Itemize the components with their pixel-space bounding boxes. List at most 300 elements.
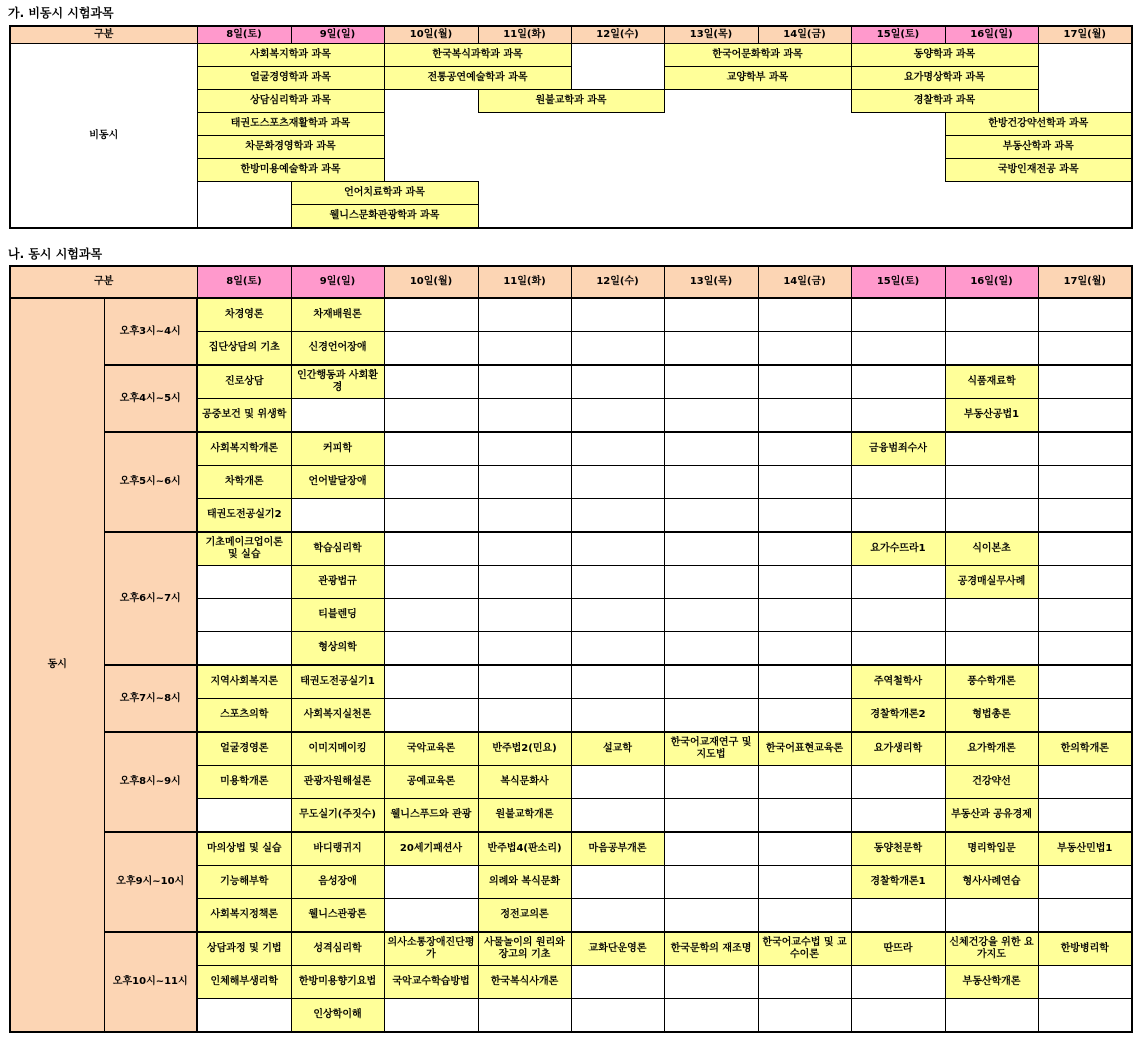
table-row: [10, 832, 1132, 866]
exam-subject-cell: 원불교학과 과목: [478, 90, 664, 113]
empty-cell: [758, 332, 851, 366]
exam-subject-cell: 형법총론: [945, 699, 1038, 733]
exam-subject-cell: 언어치료학과 과목: [291, 182, 478, 205]
empty-cell: [571, 699, 664, 733]
empty-cell: [571, 499, 664, 533]
exam-subject-cell: 반주법2(민요): [478, 732, 571, 766]
exam-subject-cell: 의례와 복식문화: [478, 866, 571, 899]
day-header: 11일(화): [478, 266, 571, 298]
day-header: 10일(월): [384, 266, 478, 298]
empty-cell: [664, 899, 758, 933]
empty-cell: [384, 159, 945, 182]
day-header: 11일(화): [478, 26, 571, 44]
empty-cell: [851, 899, 945, 933]
empty-cell: [664, 832, 758, 866]
empty-cell: [664, 799, 758, 833]
exam-subject-cell: 이미지메이킹: [291, 732, 384, 766]
exam-subject-cell: 국악교수학습방법: [384, 966, 478, 999]
empty-cell: [478, 298, 571, 332]
empty-cell: [851, 466, 945, 499]
table-row: [10, 365, 1132, 399]
exam-subject-cell: 마의상법 및 실습: [197, 832, 291, 866]
empty-cell: [664, 298, 758, 332]
exam-subject-cell: 주역철학사: [851, 665, 945, 699]
empty-cell: [478, 999, 571, 1033]
exam-subject-cell: 20세기패션사: [384, 832, 478, 866]
time-slot-label: 오후5시~6시: [104, 432, 197, 532]
day-header: 12일(수): [571, 266, 664, 298]
exam-subject-cell: 한국어표현교육론: [758, 732, 851, 766]
exam-subject-cell: 국방인재전공 과목: [945, 159, 1132, 182]
exam-subject-cell: 태권도스포츠재활학과 과목: [197, 113, 384, 136]
empty-cell: [664, 632, 758, 666]
exam-subject-cell: 식이본초: [945, 532, 1038, 566]
empty-cell: [384, 332, 478, 366]
exam-subject-cell: 미용학개론: [197, 766, 291, 799]
empty-cell: [758, 298, 851, 332]
empty-cell: [571, 966, 664, 999]
exam-subject-cell: 정전교의론: [478, 899, 571, 933]
exam-subject-cell: 국악교육론: [384, 732, 478, 766]
empty-cell: [664, 599, 758, 632]
empty-cell: [1038, 332, 1132, 366]
empty-cell: [758, 766, 851, 799]
empty-cell: [1038, 999, 1132, 1033]
day-header: 10일(월): [384, 26, 478, 44]
exam-subject-cell: 한국어교수법 및 교수이론: [758, 932, 851, 966]
exam-subject-cell: 건강약선: [945, 766, 1038, 799]
empty-cell: [197, 182, 291, 205]
exam-subject-cell: 형사사례연습: [945, 866, 1038, 899]
empty-cell: [851, 966, 945, 999]
empty-cell: [571, 332, 664, 366]
exam-subject-cell: 요가수뜨라1: [851, 532, 945, 566]
empty-cell: [1038, 899, 1132, 933]
day-header: 9일(일): [291, 26, 384, 44]
empty-cell: [478, 499, 571, 533]
empty-cell: [758, 599, 851, 632]
empty-cell: [664, 566, 758, 599]
empty-cell: [851, 766, 945, 799]
exam-subject-cell: 공예교육론: [384, 766, 478, 799]
empty-cell: [197, 799, 291, 833]
exam-subject-cell: 부동산과 공유경제: [945, 799, 1038, 833]
empty-cell: [571, 999, 664, 1033]
empty-cell: [945, 999, 1038, 1033]
empty-cell: [478, 466, 571, 499]
empty-cell: [571, 599, 664, 632]
empty-cell: [478, 182, 1132, 205]
exam-subject-cell: 태권도전공실기1: [291, 665, 384, 699]
empty-cell: [478, 432, 571, 466]
empty-cell: [478, 632, 571, 666]
empty-cell: [758, 399, 851, 433]
empty-cell: [664, 399, 758, 433]
exam-subject-cell: 티블렌딩: [291, 599, 384, 632]
empty-cell: [478, 399, 571, 433]
exam-subject-cell: 복식문화사: [478, 766, 571, 799]
empty-cell: [384, 466, 478, 499]
exam-subject-cell: 부동산민법1: [1038, 832, 1132, 866]
empty-cell: [664, 365, 758, 399]
empty-cell: [384, 365, 478, 399]
empty-cell: [571, 899, 664, 933]
table-row: [10, 665, 1132, 699]
exam-subject-cell: 전통공연예술학과 과목: [384, 67, 571, 90]
empty-cell: [664, 699, 758, 733]
exam-subject-cell: 요가학개론: [945, 732, 1038, 766]
empty-cell: [571, 298, 664, 332]
time-slot-label: 오후7시~8시: [104, 665, 197, 732]
empty-cell: [478, 566, 571, 599]
day-header: 8일(토): [197, 266, 291, 298]
exam-subject-cell: 경찰학개론2: [851, 699, 945, 733]
exam-subject-cell: 한의학개론: [1038, 732, 1132, 766]
exam-subject-cell: 웰니스관광론: [291, 899, 384, 933]
day-header: 13일(목): [664, 266, 758, 298]
empty-cell: [664, 90, 851, 113]
exam-subject-cell: 요가생리학: [851, 732, 945, 766]
empty-cell: [945, 632, 1038, 666]
empty-cell: [664, 665, 758, 699]
day-header: 15일(토): [851, 26, 945, 44]
exam-subject-cell: 공중보건 및 위생학: [197, 399, 291, 433]
exam-subject-cell: 원불교학개론: [478, 799, 571, 833]
empty-cell: [758, 699, 851, 733]
exam-subject-cell: 무도실기(주짓수): [291, 799, 384, 833]
empty-cell: [664, 499, 758, 533]
empty-cell: [291, 399, 384, 433]
empty-cell: [571, 532, 664, 566]
empty-cell: [1038, 699, 1132, 733]
empty-cell: [384, 566, 478, 599]
empty-cell: [758, 566, 851, 599]
day-header: 17일(월): [1038, 266, 1132, 298]
empty-cell: [478, 699, 571, 733]
exam-subject-cell: 차경영론: [197, 298, 291, 332]
table-row: [10, 932, 1132, 966]
empty-cell: [758, 466, 851, 499]
empty-cell: [1038, 466, 1132, 499]
empty-cell: [664, 766, 758, 799]
empty-cell: [758, 899, 851, 933]
empty-cell: [1038, 799, 1132, 833]
empty-cell: [758, 665, 851, 699]
empty-cell: [384, 136, 945, 159]
empty-cell: [851, 999, 945, 1033]
empty-cell: [571, 432, 664, 466]
table-header-row: [10, 266, 1132, 298]
time-slot-label: 오후9시~10시: [104, 832, 197, 932]
empty-cell: [384, 399, 478, 433]
day-header: 14일(금): [758, 266, 851, 298]
empty-cell: [1038, 44, 1132, 67]
empty-cell: [945, 899, 1038, 933]
exam-subject-cell: 상담과정 및 기법: [197, 932, 291, 966]
empty-cell: [664, 532, 758, 566]
day-header: 17일(월): [1038, 26, 1132, 44]
empty-cell: [478, 532, 571, 566]
exam-subject-cell: 한방건강약선학과 과목: [945, 113, 1132, 136]
exam-subject-cell: 커피학: [291, 432, 384, 466]
empty-cell: [758, 832, 851, 866]
exam-subject-cell: 교양학부 과목: [664, 67, 851, 90]
empty-cell: [384, 113, 945, 136]
empty-cell: [1038, 532, 1132, 566]
empty-cell: [1038, 566, 1132, 599]
empty-cell: [384, 699, 478, 733]
exam-subject-cell: 사회복지학과 과목: [197, 44, 384, 67]
exam-subject-cell: 한국복식과학과 과목: [384, 44, 571, 67]
exam-subject-cell: 상담심리학과 과목: [197, 90, 384, 113]
empty-cell: [571, 566, 664, 599]
exam-subject-cell: 성격심리학: [291, 932, 384, 966]
empty-cell: [851, 799, 945, 833]
empty-cell: [478, 365, 571, 399]
table-row: [10, 44, 1132, 67]
empty-cell: [571, 399, 664, 433]
exam-subject-cell: 풍수학개론: [945, 665, 1038, 699]
exam-subject-cell: 차재배원론: [291, 298, 384, 332]
exam-subject-cell: 진로상담: [197, 365, 291, 399]
exam-subject-cell: 한국복식사개론: [478, 966, 571, 999]
empty-cell: [851, 399, 945, 433]
empty-cell: [571, 365, 664, 399]
exam-subject-cell: 공경매실무사례: [945, 566, 1038, 599]
empty-cell: [851, 632, 945, 666]
day-header: 8일(토): [197, 26, 291, 44]
empty-cell: [851, 332, 945, 366]
exam-subject-cell: 학습심리학: [291, 532, 384, 566]
empty-cell: [851, 365, 945, 399]
exam-subject-cell: 음성장애: [291, 866, 384, 899]
empty-cell: [1038, 966, 1132, 999]
exam-subject-cell: 신경언어장애: [291, 332, 384, 366]
exam-subject-cell: 명리학입문: [945, 832, 1038, 866]
empty-cell: [571, 665, 664, 699]
day-header: 16일(일): [945, 266, 1038, 298]
exam-subject-cell: 마음공부개론: [571, 832, 664, 866]
exam-subject-cell: 설교학: [571, 732, 664, 766]
exam-subject-cell: 얼굴경영론: [197, 732, 291, 766]
time-slot-label: 오후6시~7시: [104, 532, 197, 665]
table-row: [10, 298, 1132, 332]
day-header: 15일(토): [851, 266, 945, 298]
empty-cell: [758, 432, 851, 466]
exam-subject-cell: 요가명상학과 과목: [851, 67, 1038, 90]
exam-subject-cell: 사물놀이의 원리와 장고의 기초: [478, 932, 571, 966]
day-header: 13일(목): [664, 26, 758, 44]
exam-subject-cell: 관광자원해설론: [291, 766, 384, 799]
empty-cell: [945, 298, 1038, 332]
exam-subject-cell: 기초메이크업이론 및 실습: [197, 532, 291, 566]
empty-cell: [478, 599, 571, 632]
exam-subject-cell: 바디랭귀지: [291, 832, 384, 866]
empty-cell: [664, 332, 758, 366]
exam-subject-cell: 한국어교재연구 및 지도법: [664, 732, 758, 766]
exam-subject-cell: 부동산학과 과목: [945, 136, 1132, 159]
exam-subject-cell: 인상학이해: [291, 999, 384, 1033]
empty-cell: [384, 432, 478, 466]
empty-cell: [384, 999, 478, 1033]
empty-cell: [1038, 599, 1132, 632]
empty-cell: [571, 632, 664, 666]
empty-cell: [384, 499, 478, 533]
exam-subject-cell: 부동산학개론: [945, 966, 1038, 999]
exam-subject-cell: 경찰학과 과목: [851, 90, 1038, 113]
exam-subject-cell: 관광법규: [291, 566, 384, 599]
exam-subject-cell: 언어발달장애: [291, 466, 384, 499]
empty-cell: [851, 499, 945, 533]
empty-cell: [945, 499, 1038, 533]
table-row: [10, 432, 1132, 466]
exam-subject-cell: 인체해부생리학: [197, 966, 291, 999]
empty-cell: [571, 67, 664, 90]
empty-cell: [571, 766, 664, 799]
empty-cell: [851, 298, 945, 332]
empty-cell: [384, 632, 478, 666]
empty-cell: [758, 966, 851, 999]
empty-cell: [197, 599, 291, 632]
empty-cell: [758, 499, 851, 533]
empty-cell: [197, 205, 291, 229]
empty-cell: [571, 466, 664, 499]
empty-cell: [851, 599, 945, 632]
empty-cell: [478, 205, 1132, 229]
exam-subject-cell: 반주법4(판소리): [478, 832, 571, 866]
empty-cell: [1038, 432, 1132, 466]
exam-subject-cell: 부동산공법1: [945, 399, 1038, 433]
exam-subject-cell: 웰니스문화관광학과 과목: [291, 205, 478, 229]
empty-cell: [664, 966, 758, 999]
category-header: 구분: [10, 266, 197, 298]
empty-cell: [664, 999, 758, 1033]
empty-cell: [1038, 499, 1132, 533]
time-slot-label: 오후4시~5시: [104, 365, 197, 432]
exam-subject-cell: 인간행동과 사회환경: [291, 365, 384, 399]
exam-subject-cell: 한방미용향기요법: [291, 966, 384, 999]
empty-cell: [758, 365, 851, 399]
empty-cell: [384, 532, 478, 566]
day-header: 14일(금): [758, 26, 851, 44]
time-slot-label: 오후10시~11시: [104, 932, 197, 1032]
exam-subject-cell: 사회복지정책론: [197, 899, 291, 933]
table-row: [10, 532, 1132, 566]
empty-cell: [945, 599, 1038, 632]
empty-cell: [945, 432, 1038, 466]
exam-subject-cell: 사회복지학개론: [197, 432, 291, 466]
empty-cell: [571, 799, 664, 833]
category-header: 구분: [10, 26, 197, 44]
row-category-label: 동시: [10, 298, 104, 1032]
table-header-row: [10, 26, 1132, 44]
empty-cell: [384, 90, 478, 113]
empty-cell: [851, 566, 945, 599]
simultaneous-exam-table: [9, 265, 1133, 1033]
empty-cell: [664, 432, 758, 466]
exam-subject-cell: 딴뜨라: [851, 932, 945, 966]
table-row: [10, 732, 1132, 766]
day-header: 12일(수): [571, 26, 664, 44]
exam-subject-cell: 스포츠의학: [197, 699, 291, 733]
time-slot-label: 오후3시~4시: [104, 298, 197, 365]
empty-cell: [945, 466, 1038, 499]
exam-subject-cell: 동양학과 과목: [851, 44, 1038, 67]
empty-cell: [384, 599, 478, 632]
empty-cell: [478, 332, 571, 366]
empty-cell: [384, 899, 478, 933]
empty-cell: [945, 332, 1038, 366]
empty-cell: [197, 999, 291, 1033]
exam-subject-cell: 기능해부학: [197, 866, 291, 899]
empty-cell: [384, 665, 478, 699]
empty-cell: [291, 499, 384, 533]
exam-subject-cell: 차학개론: [197, 466, 291, 499]
row-category-label: 비동시: [10, 44, 197, 229]
exam-subject-cell: 금융범죄수사: [851, 432, 945, 466]
exam-subject-cell: 웰니스푸드와 관광: [384, 799, 478, 833]
empty-cell: [1038, 665, 1132, 699]
empty-cell: [1038, 90, 1132, 113]
exam-subject-cell: 한국문학의 재조명: [664, 932, 758, 966]
exam-subject-cell: 한방미용예술학과 과목: [197, 159, 384, 182]
empty-cell: [197, 632, 291, 666]
exam-subject-cell: 한국어문화학과 과목: [664, 44, 851, 67]
exam-subject-cell: 경찰학개론1: [851, 866, 945, 899]
exam-subject-cell: 동양천문학: [851, 832, 945, 866]
empty-cell: [758, 999, 851, 1033]
empty-cell: [571, 44, 664, 67]
exam-subject-cell: 지역사회복지론: [197, 665, 291, 699]
time-slot-label: 오후8시~9시: [104, 732, 197, 832]
empty-cell: [758, 532, 851, 566]
day-header: 16일(일): [945, 26, 1038, 44]
exam-subject-cell: 신체건강을 위한 요가지도: [945, 932, 1038, 966]
day-header: 9일(일): [291, 266, 384, 298]
empty-cell: [758, 799, 851, 833]
section1-title: 가. 비동시 시험과목: [8, 6, 114, 20]
empty-cell: [384, 298, 478, 332]
empty-cell: [1038, 399, 1132, 433]
non-simultaneous-exam-table: [9, 25, 1133, 229]
empty-cell: [1038, 866, 1132, 899]
section2-title: 나. 동시 시험과목: [8, 247, 103, 261]
empty-cell: [1038, 766, 1132, 799]
empty-cell: [571, 866, 664, 899]
empty-cell: [758, 866, 851, 899]
exam-subject-cell: 한방병리학: [1038, 932, 1132, 966]
exam-subject-cell: 식품재료학: [945, 365, 1038, 399]
exam-subject-cell: 태권도전공실기2: [197, 499, 291, 533]
empty-cell: [758, 632, 851, 666]
empty-cell: [384, 866, 478, 899]
empty-cell: [197, 566, 291, 599]
exam-subject-cell: 얼굴경영학과 과목: [197, 67, 384, 90]
exam-subject-cell: 차문화경영학과 과목: [197, 136, 384, 159]
exam-subject-cell: 교화단운영론: [571, 932, 664, 966]
exam-subject-cell: 집단상담의 기초: [197, 332, 291, 366]
empty-cell: [1038, 365, 1132, 399]
empty-cell: [1038, 67, 1132, 90]
exam-subject-cell: 형상의학: [291, 632, 384, 666]
empty-cell: [478, 665, 571, 699]
exam-subject-cell: 의사소통장애진단평가: [384, 932, 478, 966]
exam-subject-cell: 사회복지실천론: [291, 699, 384, 733]
empty-cell: [664, 466, 758, 499]
empty-cell: [664, 866, 758, 899]
empty-cell: [1038, 632, 1132, 666]
empty-cell: [1038, 298, 1132, 332]
